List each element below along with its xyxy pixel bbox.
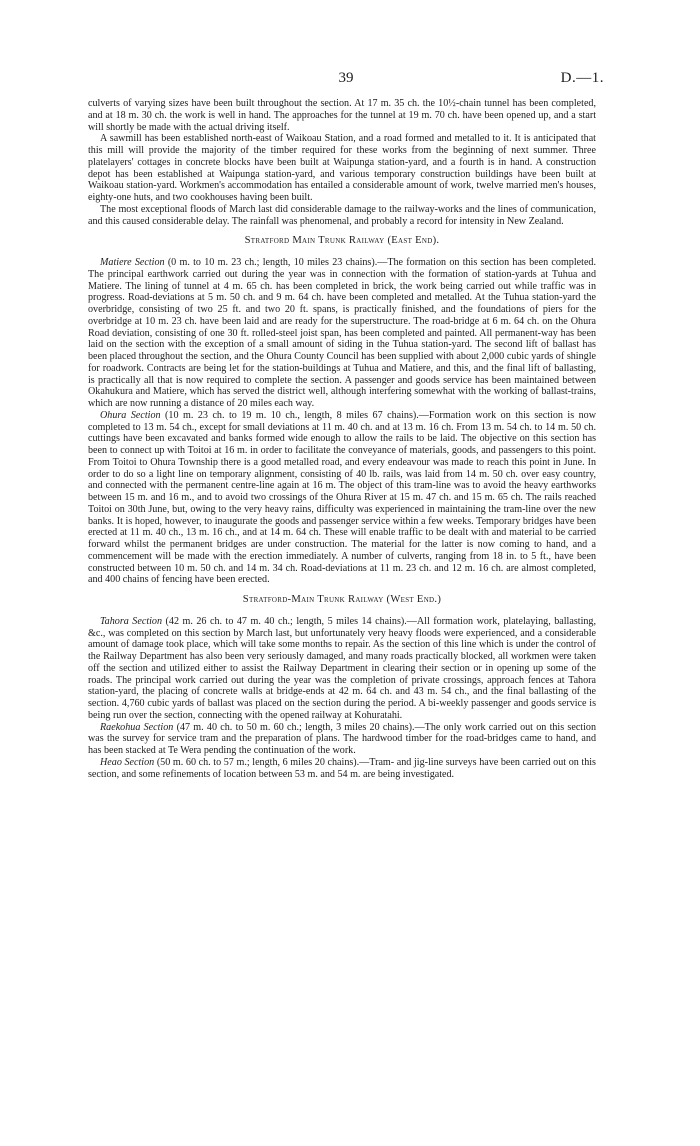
intro-paragraph: A sawmill has been established north-east of Waikoau Station, and a road formed and metalled to it. It is anticipated that this mill will provide the majority of the timber required for these works from the beginning of next summer. Three platelayers' cottages in concrete blocks have been built at Waipunga station-yard, and a fourth is in hand. A construction depot has been established at Waipunga station-yard, and various temporary construction buildings have been built at Waikoau station-yard. Workmen's accommodation has entailed a considerable amount of work, twelve married men's houses, eighty-one huts, and two cookhouses having been built. [88,133,596,203]
matiere-section-paragraph [88,257,596,410]
section-text: (47 m. 40 ch. to 50 m. 60 ch.; length, 3 miles 20 chains).—The only work carried out on this section was the survey for service tram and the preparation of plans. The hardwood timber for the road-bridges came to hand, and has been stacked at Te Wera pending the continuation of the work. [88,721,596,756]
intro-paragraph: The most exceptional floods of March last did considerable damage to the railway-works and the lines of communication, and this caused considerable delay. The rainfall was phenomenal, and probably a record for intensity in New Zealand. [88,203,596,227]
page-body [88,98,596,780]
section-text: (0 m. to 10 m. 23 ch.; length, 10 miles 23 chains).—The formation on this section has been completed. The principal earthwork carried out during the year was in connection with the formation of station-yards at Tuhua and Matiere. The lining of tunnel at 4 m. 65 ch. has been completed in brick, the work being carried out while traffic was in progress. Road-deviations at 5 m. 50 ch. and 9 m. 64 ch. have been completed and metalled. At the Tuhua station-yard the overbridge, consisting of two 25 ft. and two 20 ft. spans, is practically finished, and the foundations of piers for the overbridge at 10 m. 23 ch. have been laid and are ready for the superstructure. The road-bridge at 6 m. 64 ch. on the Ohura Road deviation, consisting of one 30 ft. rolled-steel joist span, has been completed and painted. All permanent-way has been laid on the section with the exception of a small amount of siding in the Tuhua station-yard. The second lift of ballast has been placed throughout the section, and the Ohura County Council has been supplied with about 2,000 cubic yards of shingle for roadwork. Contracts are being let for the station-buildings at Tuhua and Matiere, and this, and the final lift of ballasting, is practically all that is now required to complete the section. A passenger and goods service has been maintained between Okahukura and Matiere, which has served the district well, although interfering somewhat with the working of ballast-trains, which are now running a distance of 20 miles each way. [88,257,596,409]
document-reference: D.—1. [560,70,604,86]
raekohua-section-paragraph [88,722,596,757]
ohura-section-paragraph [88,410,596,586]
section-text: (10 m. 23 ch. to 19 m. 10 ch., length, 8 miles 67 chains).—Formation work on this section is now completed to 13 m. 54 ch., except for small deviations at 11 m. 40 ch. and at 13 m. 16 ch. From 13 m. 54 ch. to 14 m. 50 ch. cuttings have been excavated and banks formed wide enough to allow the rails to be laid. The objective on this section has been to connect up with Toitoi at 16 m. in order to facilitate the conveyance of materials, goods, and passengers to this point. From Toitoi to Ohura Township there is a good metalled road, and every endeavour was made to reach this point in June. In order to do so a light line on temporary alignment, consisting of 40 lb. rails, was laid from 14 m. 50 ch. over easy country, and connected with the permanent centre-line again at 16 m. The object of this tram-line was to avoid the heavy earthworks between 15 m. and 16 m., and to avoid two crossings of the Ohura River at 15 m. 47 ch. and 15 m. 65 ch. The rails reached Toitoi on 30th June, but, owing to the very heavy rains, difficulty was experienced in maintaining the tram-line over the new banks. It is hoped, however, to inaugurate the goods and passenger service within a few weeks. Temporary bridges have been erected at 11 m. 40 ch., 13 m. 16 ch., and at 14 m. 64 ch. These will enable traffic to be dealt with and material to be carried forward whilst the permanent bridges are under construction. The material for the latter is now coming to hand, and a commencement will be made with the erection immediately. A number of culverts, ranging from 18 in. to 5 ft., have been constructed between 10 m. 50 ch. and 14 m. 34 ch. Road-deviations at 11 m. 23 ch. and 12 m. 16 ch. are almost completed, and 400 chains of fencing have been erected. [88,409,597,586]
section-name: Tahora Section [100,615,163,627]
page-number: 39 [338,70,354,86]
section-name: Heao Section [100,756,155,768]
section-name: Ohura Section [100,409,161,421]
section-name: Raekohua Section [100,721,174,733]
intro-paragraph: culverts of varying sizes have been built throughout the section. At 17 m. 35 ch. the 10½-chain tunnel has been completed, and at 18 m. 30 ch. the work is well in hand. The approaches for the tunnel at 19 m. 70 ch. have been opened up, and a start will shortly be made with the actual driving itself. [88,98,596,133]
section-name: Matiere Section [100,257,165,268]
section-heading-east-end: Stratford Main Trunk Railway (East End). [244,235,440,247]
section-text: (50 m. 60 ch. to 57 m.; length, 6 miles 20 chains).—Tram- and jig-line surveys have been carried out on this section, and some refinements of location between 53 m. and 54 m. are being investigated. [88,756,596,780]
heao-section-paragraph [88,757,596,781]
section-text: (42 m. 26 ch. to 47 m. 40 ch.; length, 5 miles 14 chains).—All formation work, platelaying, ballasting, &c., was completed on this section by March last, but unfortunately very heavy floods were experienced, and a considerable amount of damage took place, which will take some months to repair. As the section of this line which is under the control of the Railway Department has also been very seriously damaged, and many roads practically blocked, all workmen were taken off the section and utilized either to assist the Railway Department in clearing their section or in opening up some of the roads. The principal work carried out during the year was the completion of private crossings, approach fences at Tahora station-yard, the placing of concrete walls at bridge-ends at 42 m. 64 ch. and 43 m. 54 ch., and the final ballasting of the section. 4,760 cubic yards of ballast was placed on the section during the period. A bi-weekly passenger and goods service is being run over the section, connecting with the opened railway at Kohuratahi. [88,615,596,721]
section-heading-west-end: Stratford-Main Trunk Railway (West End.) [242,594,442,605]
tahora-section-paragraph [88,616,596,722]
page-header [88,70,604,92]
